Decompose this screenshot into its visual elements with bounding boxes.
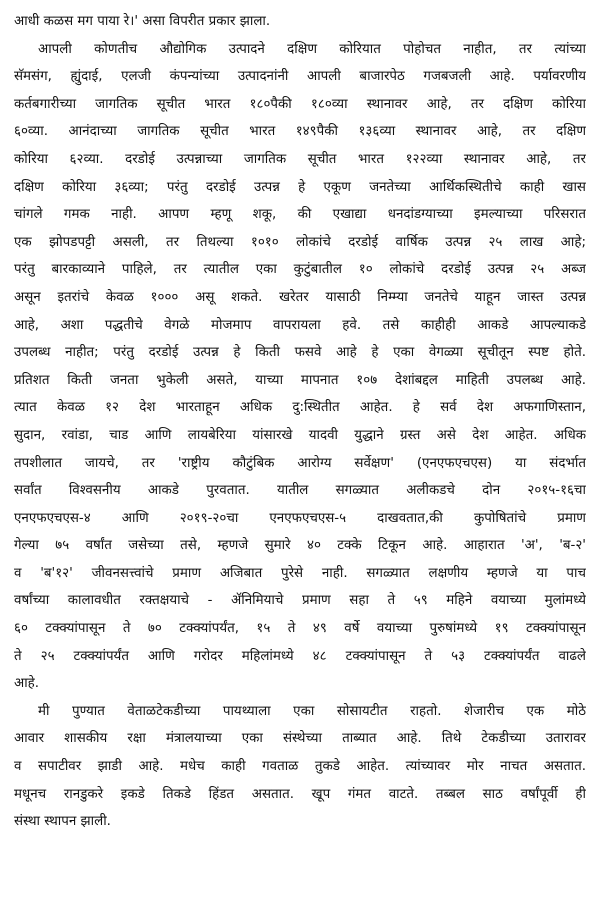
text-line: दक्षिण कोरिया ३६व्या; परंतु दरडोई उत्पन्न हे एकूण जनतेच्या आर्थिकस्थितीचे काही खास — [14, 179, 586, 195]
text-line: आधी कळस मग पाया रे।' असा विपरीत प्रकार झाला. — [14, 14, 271, 29]
text-line: एक झोपडपट्टी असली, तर तिथल्या १०१० लोकांचे दरडोई वार्षिक उत्पन्न २५ लाख आहे; — [14, 234, 586, 250]
text-line: वर्षांच्या कालावधीत रक्तक्षयाचे - ॲनिमियाचे प्रमाण सहा ते ५९ महिने वयाच्या मुलांमध्ये — [14, 593, 586, 609]
paragraph-2 — [14, 36, 586, 698]
text-line: एनएफएचएस-४ आणि २०१९-२०चा एनएफएचएस-५ दाखवतात,की कुपोषितांचे प्रमाण — [14, 510, 586, 526]
text-line: मी पुण्यात वेताळटेकडीच्या पायथ्याला एका सोसायटीत राहतो. शेजारीच एक मोठे — [38, 703, 586, 719]
text-line: आपली कोणतीच औद्योगिक उत्पादने दक्षिण कोरियात पोहोचत नाहीत, तर त्यांच्या — [38, 41, 586, 57]
text-line: असून इतरांचे केवळ १००० असू शकते. खरेतर यासाठी निम्म्या जनतेचे याहून जास्त उत्पन्न — [14, 289, 586, 305]
text-line: आहे, अशा पद्धतीचे वेगळे मोजमाप वापरायला हवे. तसे काहीही आकडे आपल्याकडे — [14, 317, 586, 333]
text-line: कर्तबगारीच्या जागतिक सूचीत भारत १८०पैकी १८०व्या स्थानावर आहे, तर दक्षिण कोरिया — [14, 96, 586, 112]
text-line: परंतु बारकाव्याने पाहिले, तर त्यातील एका कुटुंबातील १० लोकांचे दरडोई उत्पन्न २५ अब्ज — [14, 262, 586, 278]
text-line: चांगले गमक नाही. आपण म्हणू शकू, की एखाद्या धनदांडग्याच्या इमल्याच्या परिसरात — [14, 207, 586, 223]
text-line: तपशीलात जायचे, तर 'राष्ट्रीय कौटुंबिक आरोग्य सर्वेक्षण' (एनएफएचएस) या संदर्भात — [14, 455, 586, 471]
text-line: ६० टक्क्यांपासून ते ७० टक्क्यांपर्यंत, १५ ते ४९ वर्षे वयाच्या पुरुषांमध्ये १९ टक्क्यांपासून — [14, 621, 586, 637]
text-line: संस्था स्थापन झाली. — [14, 814, 111, 830]
text-line: मधूनच रानडुकरे इकडे तिकडे हिंडत असतात. खूप गंमत वाटते. तब्बल साठ वर्षांपूर्वी ही — [14, 786, 586, 802]
text-line: आवार शासकीय रक्षा मंत्रालयाच्या एका संस्थेच्या ताब्यात आहे. तिथे टेकडीच्या उतारावर — [14, 731, 586, 747]
document-page — [14, 8, 586, 913]
text-line: सुदान, रवांडा, चाड आणि लायबेरिया यांसारखे यादवी युद्धाने ग्रस्त असे देश आहेत. अधिक — [14, 427, 586, 443]
text-line: व सपाटीवर झाडी आहे. मधेच काही गवताळ तुकडे आहेत. त्यांच्यावर मोर नाचत असतात. — [14, 759, 586, 775]
text-line: कोरिया ६२व्या. दरडोई उत्पन्नाच्या जागतिक सूचीत भारत १२२व्या स्थानावर आहे, तर — [14, 151, 586, 167]
paragraph-1 — [14, 8, 586, 36]
text-line: सर्वांत विश्वसनीय आकडे पुरवतात. यातील सगळ्यात अलीकडचे दोन २०१५-१६चा — [14, 483, 586, 499]
text-line: सॅमसंग, ह्युंदाई, एलजी कंपन्यांच्या उत्पादनांनी आपली बाजारपेठ गजबजली आहे. पर्यावरणीय — [14, 69, 586, 85]
text-line: उपलब्ध नाहीत; परंतु दरडोई उत्पन्न हे किती फसवे आहे हे एका वेगळ्या सूचीतून स्पष्ट होते. — [14, 345, 586, 361]
text-line: प्रतिशत किती जनता भुकेली असते, याच्या मापनात १०७ देशांबद्दल माहिती उपलब्ध आहे. — [14, 372, 586, 388]
text-line: ते २५ टक्क्यांपर्यंत आणि गरोदर महिलांमध्ये ४८ टक्क्यांपासून ते ५३ टक्क्यांपर्यंत वाढले — [14, 648, 586, 664]
text-line: आहे. — [14, 676, 40, 692]
text-line: गेल्या ७५ वर्षांत जसेच्या तसे, म्हणजे सुमारे ४० टक्के टिकून आहे. आहारात 'अ', 'ब-२' — [14, 538, 586, 554]
text-line: व 'ब'१२' जीवनसत्त्वांचे प्रमाण अजिबात पुरेसे नाही. सगळ्यात लक्षणीय म्हणजे या पाच — [14, 565, 586, 581]
text-line: ६०व्या. आनंदाच्या जागतिक सूचीत भारत १४९पैकी १३६व्या स्थानावर आहे, तर दक्षिण — [14, 124, 586, 140]
paragraph-3 — [14, 698, 586, 836]
text-line: त्यात केवळ १२ देश भारताहून अधिक दु:स्थितीत आहेत. हे सर्व देश अफगाणिस्तान, — [14, 400, 586, 416]
